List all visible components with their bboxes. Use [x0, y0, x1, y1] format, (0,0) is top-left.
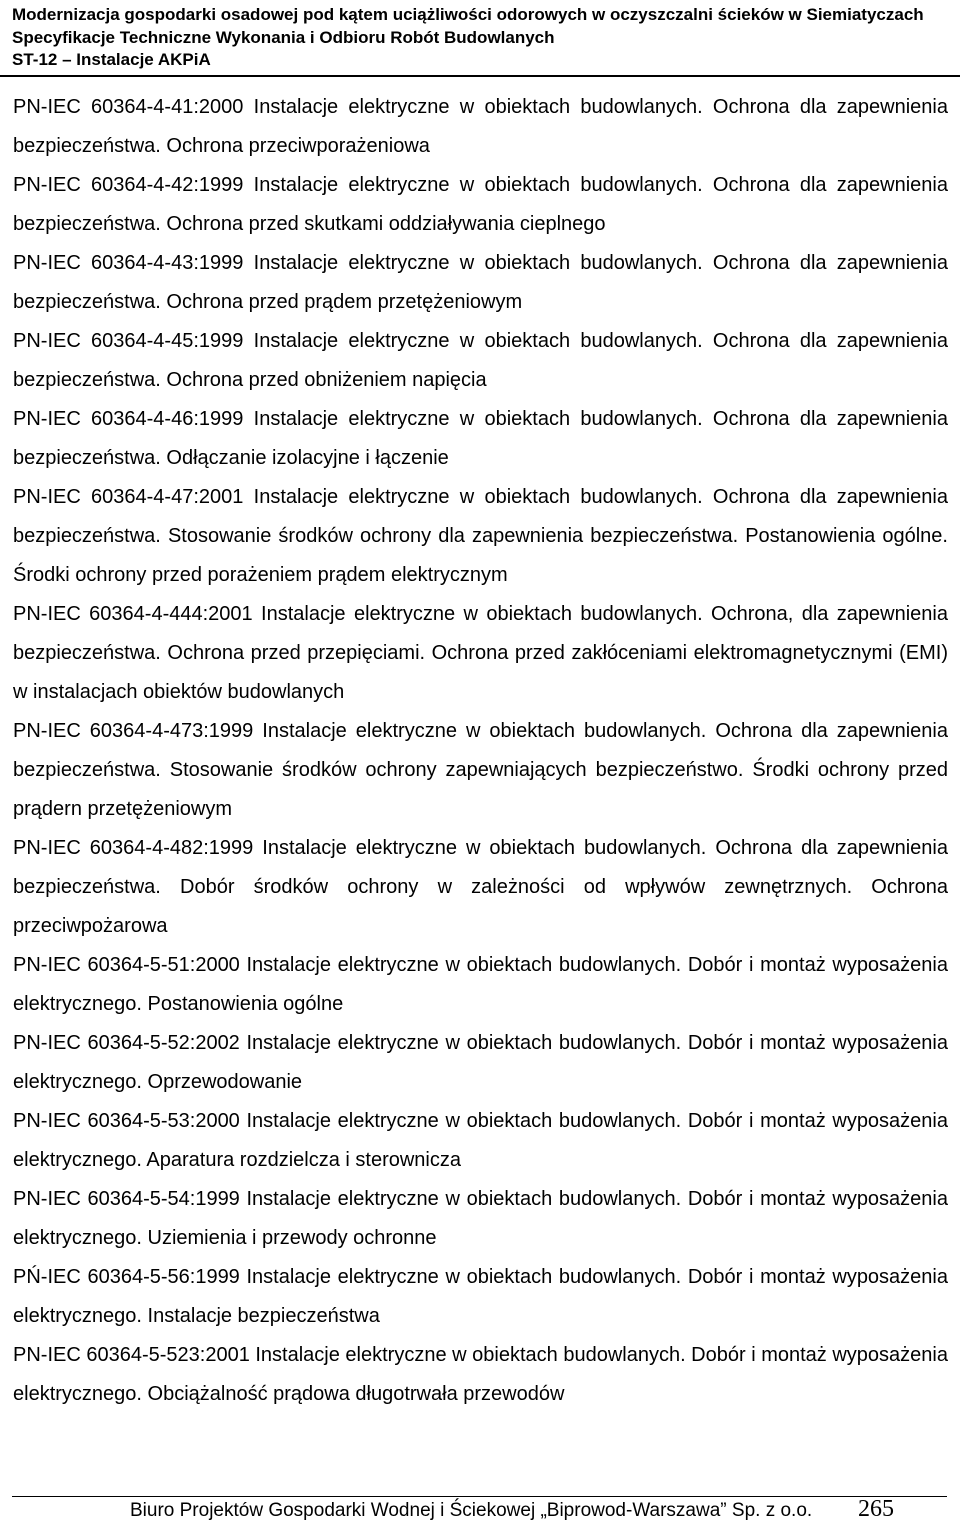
standard-entry: PN-IEC 60364-4-482:1999 Instalacje elektryczne w obiektach budowlanych. Ochrona dla zapewnienia bezpieczeństwa. Dobór środków ochrony w zależności od wpływów zewnętrznych. Ochrona przeciwpożarowa [13, 837, 948, 937]
header-section-title: ST-12 – Instalacje AKPiA [12, 50, 211, 69]
standard-entry: PN-IEC 60364-4-45:1999 Instalacje elektryczne w obiektach budowlanych. Ochrona dla zapewnienia bezpieczeństwa. Ochrona przed obniżeniem napięcia [13, 330, 948, 391]
standard-entry: PN-IEC 60364-5-523:2001 Instalacje elektryczne w obiektach budowlanych. Dobór i montaż wyposażenia elektrycznego. Obciążalność prądowa długotrwała przewodów [13, 1344, 948, 1405]
standard-entry: PN-IEC 60364-4-46:1999 Instalacje elektryczne w obiektach budowlanych. Ochrona dla zapewnienia bezpieczeństwa. Odłączanie izolacyjne i łączenie [13, 408, 948, 469]
standard-entry: PN-IEC 60364-4-473:1999 Instalacje elektryczne w obiektach budowlanych. Ochrona dla zapewnienia bezpieczeństwa. Stosowanie środków ochrony zapewniających bezpieczeństwo. Środki ochrony przed prądern przetężeniowym [13, 720, 948, 820]
standard-entry: PŃ-IEC 60364-5-56:1999 Instalacje elektryczne w obiektach budowlanych. Dobór i montaż wyposażenia elektrycznego. Instalacje bezpieczeństwa [13, 1266, 948, 1327]
standard-entry: PN-IEC 60364-4-47:2001 Instalacje elektryczne w obiektach budowlanych. Ochrona dla zapewnienia bezpieczeństwa. Stosowanie środków ochrony dla zapewnienia bezpieczeństwa. Postanowienia ogólne. Środki ochrony przed porażeniem prądem elektrycznym [13, 486, 948, 586]
header-divider [0, 75, 960, 77]
standard-entry: PN-IEC 60364-4-43:1999 Instalacje elektryczne w obiektach budowlanych. Ochrona dla zapewnienia bezpieczeństwa. Ochrona przed prądem przetężeniowym [13, 252, 948, 313]
standard-entry: PN-IEC 60364-4-444:2001 Instalacje elektryczne w obiektach budowlanych. Ochrona, dla zapewnienia bezpieczeństwa. Ochrona przed przepięciami. Ochrona przed zakłóceniami elektromagnetycznymi (EMI) w instalacjach obiektów budowlanych [13, 603, 948, 703]
page-number: 265 [858, 1496, 894, 1522]
standard-entry: PN-IEC 60364-4-41:2000 Instalacje elektryczne w obiektach budowlanych. Ochrona dla zapewnienia bezpieczeństwa. Ochrona przeciwporażeniowa [13, 96, 948, 157]
footer-company: Biuro Projektów Gospodarki Wodnej i Ściekowej „Biprowod-Warszawa” Sp. z o.o. [130, 1500, 813, 1521]
standards-list [13, 88, 948, 1414]
standard-entry: PN-IEC 60364-5-52:2002 Instalacje elektryczne w obiektach budowlanych. Dobór i montaż wyposażenia elektrycznego. Oprzewodowanie [13, 1032, 948, 1093]
standard-entry: PN-IEC 60364-4-42:1999 Instalacje elektryczne w obiektach budowlanych. Ochrona dla zapewnienia bezpieczeństwa. Ochrona przed skutkami oddziaływania cieplnego [13, 174, 948, 235]
header-spec-title: Specyfikacje Techniczne Wykonania i Odbioru Robót Budowlanych [12, 27, 555, 47]
standard-entry: PN-IEC 60364-5-53:2000 Instalacje elektryczne w obiektach budowlanych. Dobór i montaż wyposażenia elektrycznego. Aparatura rozdzielcza i sterownicza [13, 1110, 948, 1171]
standard-entry: PN-IEC 60364-5-54:1999 Instalacje elektryczne w obiektach budowlanych. Dobór i montaż wyposażenia elektrycznego. Uziemienia i przewody ochronne [13, 1188, 948, 1249]
page-header [12, 4, 952, 72]
standard-entry: PN-IEC 60364-5-51:2000 Instalacje elektryczne w obiektach budowlanych. Dobór i montaż wyposażenia elektrycznego. Postanowienia ogólne [13, 954, 948, 1015]
header-project-title: Modernizacja gospodarki osadowej pod kątem uciążliwości odorowych w oczyszczalni ścieków w Siemiatyczach [12, 5, 924, 24]
page-footer [130, 1497, 900, 1525]
